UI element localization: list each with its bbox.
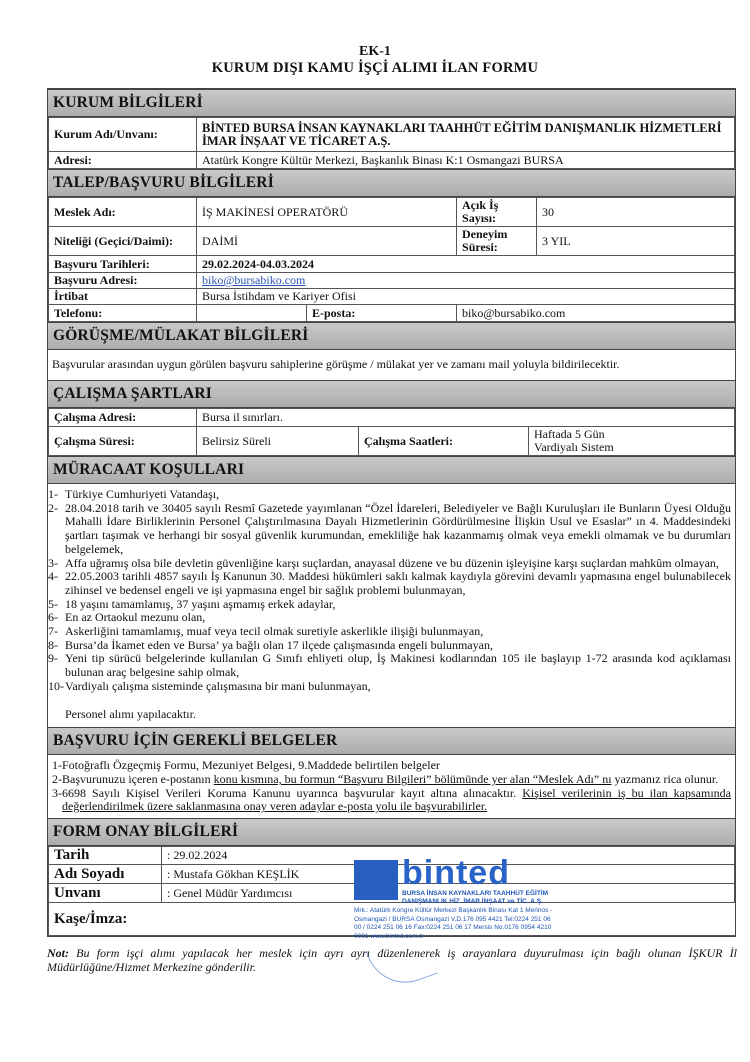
talep-table xyxy=(48,197,735,322)
belgeler-list xyxy=(48,755,735,818)
kurum-table xyxy=(48,117,735,169)
section-muracaat-header: MÜRACAAT KOŞULLARI xyxy=(48,456,735,484)
stamp-company: BURSA İNSAN KAYNAKLARI TAAHHÜT EĞİTİM DANIŞMANLIK HİZ. İMAR İNŞAAT ve TİC. A.Ş. xyxy=(402,890,549,905)
muracaat-item-number: 6- xyxy=(48,610,58,625)
muracaat-item-number: 1- xyxy=(48,487,58,501)
kurum-name: BİNTED BURSA İNSAN KAYNAKLARI TAAHHÜT EĞİTİM DANIŞMANLIK HİZMETLERİ İMAR İNŞAAT VE TİCARET A.Ş. xyxy=(197,118,735,152)
muracaat-item-number: 4- xyxy=(48,569,58,584)
muracaat-item-text: Bursa’da İkamet eden ve Bursa’ ya bağlı olan 17 ilçede çalışmasında engeli bulunmayan, xyxy=(65,637,493,652)
muracaat-item xyxy=(48,598,731,612)
muracaat-item-number: 8- xyxy=(48,637,58,652)
footnote xyxy=(47,946,737,974)
form-title: KURUM DIŞI KAMU İŞÇİ ALIMI İLAN FORMU xyxy=(211,60,539,76)
section-kurum-header: KURUM BİLGİLERİ xyxy=(48,89,735,117)
muracaat-item-text: En az Ortaokul mezunu olan, xyxy=(65,610,206,625)
nitelik-value: DAİMİ xyxy=(197,227,457,256)
eposta-value: biko@bursabiko.com xyxy=(457,305,735,322)
onay-unvan-value: : Genel Müdür Yardımcısı xyxy=(162,884,735,903)
muracaat-item-text: Türkiye Cumhuriyeti Vatandaşı, xyxy=(65,487,220,501)
muracaat-item xyxy=(48,488,731,502)
note-label: Not: xyxy=(47,946,69,960)
belge-item-1: 1-Fotoğraflı Özgeçmiş Formu, Mezuniyet Belgesi, 9.Maddede belirtilen belgeler xyxy=(52,758,440,773)
calisma-adres-label: Çalışma Adresi: xyxy=(49,409,197,427)
telefon-label: Telefonu: xyxy=(49,305,197,322)
belge-item-2 xyxy=(52,773,731,787)
muracaat-item-text: Askerliğini tamamlamış, muaf veya tecil olmak suretiyle askerlikle ilişiği bulunmayan, xyxy=(65,624,484,639)
belge-item-3-underlined: Kişisel verilerinin iş bu ilan kapsamında değerlendirilmek üzere saklanmasına onay veren adaylar e-posta yolu ile başvurabilirler. xyxy=(62,785,731,814)
belge-item-2-underlined: konu kısmına, bu formun “Başvuru Bilgileri” bölümünde yer alan “Meslek Adı” nı xyxy=(213,771,612,786)
onay-tarih-value: : 29.02.2024 xyxy=(162,847,735,865)
muracaat-item xyxy=(48,557,731,571)
stamp-brand: binted xyxy=(402,854,510,892)
calisma-saat-line1: Haftada 5 Gün xyxy=(534,427,605,441)
muracaat-item xyxy=(48,625,731,639)
belge-item-3-text: 3-6698 Sayılı Kişisel Verileri Koruma Kanunu uyarınca başvurular kayıt altına alınacaktır. xyxy=(52,785,523,800)
meslek-label: Meslek Adı: xyxy=(49,198,197,227)
calisma-saat-label: Çalışma Saatleri: xyxy=(359,427,529,456)
muracaat-footer: Personel alımı yapılacaktır. xyxy=(65,706,196,721)
muracaat-item-number: 9- xyxy=(48,651,58,666)
kurum-address: Atatürk Kongre Kültür Merkezi, Başkanlık Binası K:1 Osmangazi BURSA xyxy=(197,152,735,169)
belge-item-2-end: yazmanız rica olunur. xyxy=(611,771,719,786)
telefon-value xyxy=(197,305,307,322)
form-annex-label: EK-1 xyxy=(359,44,391,59)
tarih-value: 29.02.2024-04.03.2024 xyxy=(197,256,735,273)
tarih-label: Başvuru Tarihleri: xyxy=(49,256,197,273)
muracaat-item-text: 18 yaşını tamamlamış, 37 yaşını aşmamış erkek adaylar, xyxy=(65,596,336,611)
muracaat-item-number: 10- xyxy=(48,678,64,693)
stamp-address: Mrk.: Atatürk Kongre Kültür Merkezi Başkanlık Binası Kat 1 Merinos - Osmangazi / BURSA Osmangazi V.D.176 095 4421 Tel:0224 251 06 00 / 0224 251 06 16 Fax:0224 251 06 17 Mersis No.0176 0954 4210 0001 www.binted.com.tr xyxy=(354,907,553,940)
muracaat-item-number: 2- xyxy=(48,500,58,515)
gorusme-text: Başvurular arasından uygun görülen başvuru sahiplerine görüşme / mülakat yer ve zamanı mail yoluyla bildirilecektir. xyxy=(52,357,620,371)
note-text: Bu form işçi alımı yapılacak her meslek için ayrı ayrı düzenlenerek iş arayanlara duyurulması için bağlı olunan İŞKUR İl Müdürlüğüne/Hizmet Merkezine gönderilir. xyxy=(47,946,737,974)
section-calisma-header: ÇALIŞMA ŞARTLARI xyxy=(48,380,735,408)
section-gorusme-header: GÖRÜŞME/MÜLAKAT BİLGİLERİ xyxy=(48,322,735,350)
acik-value: 30 xyxy=(537,198,735,227)
muracaat-item-text: Vardiyalı çalışma sisteminde çalışmasına bir mani bulunmayan, xyxy=(65,678,371,693)
calisma-adres-value: Bursa il sınırları. xyxy=(197,409,735,427)
irtibat-value: Bursa İstihdam ve Kariyer Ofisi xyxy=(197,289,735,305)
belge-item-2-text: 2-Başvurunuzu içeren e-postanın xyxy=(52,771,214,786)
calisma-sure-value: Belirsiz Süreli xyxy=(197,427,359,456)
basvuru-adres-label: Başvuru Adresi: xyxy=(49,273,197,289)
muracaat-item xyxy=(48,570,731,597)
muracaat-item-number: 5- xyxy=(48,596,58,611)
meslek-value: İŞ MAKİNESİ OPERATÖRÜ xyxy=(197,198,457,227)
section-onay-header: FORM ONAY BİLGİLERİ xyxy=(48,818,735,846)
muracaat-item xyxy=(48,652,731,679)
eposta-label: E-posta: xyxy=(307,305,457,322)
onay-kase-label: Kaşe/İmza: xyxy=(49,903,735,936)
section-talep-header: TALEP/BAŞVURU BİLGİLERİ xyxy=(48,169,735,197)
kurum-address-label: Adresi: xyxy=(49,152,197,169)
muracaat-item xyxy=(48,502,731,557)
onay-ad-label: Adı Soyadı xyxy=(49,865,162,884)
acik-label: Açık İş Sayısı: xyxy=(457,198,537,227)
kurum-name-label: Kurum Adı/Unvanı: xyxy=(49,118,197,152)
belge-item-3 xyxy=(52,787,731,814)
calisma-table xyxy=(48,408,735,456)
muracaat-item-number: 7- xyxy=(48,624,58,639)
muracaat-item-text: 28.04.2018 tarih ve 30405 sayılı Resmî Gazetede yayımlanan “Özel İdareleri, Belediyeler ve Bağlı Kuruluşları ile Bunların Üyesi Olduğu Mahalli İdare Birliklerinin Personel Çalıştırılmasına Dayalı Hizmetlerinin Gördürülmesine İlişkin Usul ve Esaslar” ın 4. Maddesindeki şartları taşımak ve herhangi bir sosyal güvenlik kurumundan, emekliliğe hak kazanmamış olmak veya emekli olmamak ve bu durumları belgelemek, xyxy=(65,500,731,556)
onay-tarih-label: Tarih xyxy=(49,847,162,865)
section-belgeler-header: BAŞVURU İÇİN GEREKLİ BELGELER xyxy=(48,727,735,755)
muracaat-item-text: Affa uğramış olsa bile devletin güvenliğine karşı suçlardan, anayasal düzene ve bu düzenin işleyişine karşı suçlardan mahkûm olmayan, xyxy=(65,555,719,570)
calisma-sure-label: Çalışma Süresi: xyxy=(49,427,197,456)
muracaat-item xyxy=(48,639,731,653)
onay-ad-value: : Mustafa Gökhan KEŞLİK xyxy=(162,865,735,884)
calisma-saat-line2: Vardiyalı Sistem xyxy=(534,440,614,454)
muracaat-item xyxy=(48,611,731,625)
irtibat-label: İrtibat xyxy=(49,289,197,305)
muracaat-item-text: 22.05.2003 tarihli 4857 sayılı İş Kanunun 30. Maddesi hükümleri saklı kalmak kaydıyla görevini devamlı yapmasına engel bulunabilecek zihinsel ve bedensel engeli ve işi yapmasına engel bir sağlık problemi bulunmayan, xyxy=(65,569,731,597)
onay-unvan-label: Unvanı xyxy=(49,884,162,903)
muracaat-item xyxy=(48,680,731,694)
nitelik-label: Niteliği (Geçici/Daimi): xyxy=(49,227,197,256)
announcement-form xyxy=(47,88,736,937)
company-stamp xyxy=(354,854,559,942)
muracaat-list xyxy=(48,484,735,727)
muracaat-item-text: Yeni tip sürücü belgelerinde kullanılan G Sınıfı ehliyeti olup, İş Makinesi kodlarından 105 ile başlayıp 1-72 arasında kod açıklaması bulunan araç belgesine sahip olmak, xyxy=(65,651,731,680)
basvuru-email-link[interactable]: biko@bursabiko.com xyxy=(202,273,306,287)
deneyim-label: Deneyim Süresi: xyxy=(457,227,537,256)
deneyim-value: 3 YIL xyxy=(537,227,735,256)
stamp-logo-icon xyxy=(354,860,398,900)
muracaat-item-number: 3- xyxy=(48,555,58,570)
